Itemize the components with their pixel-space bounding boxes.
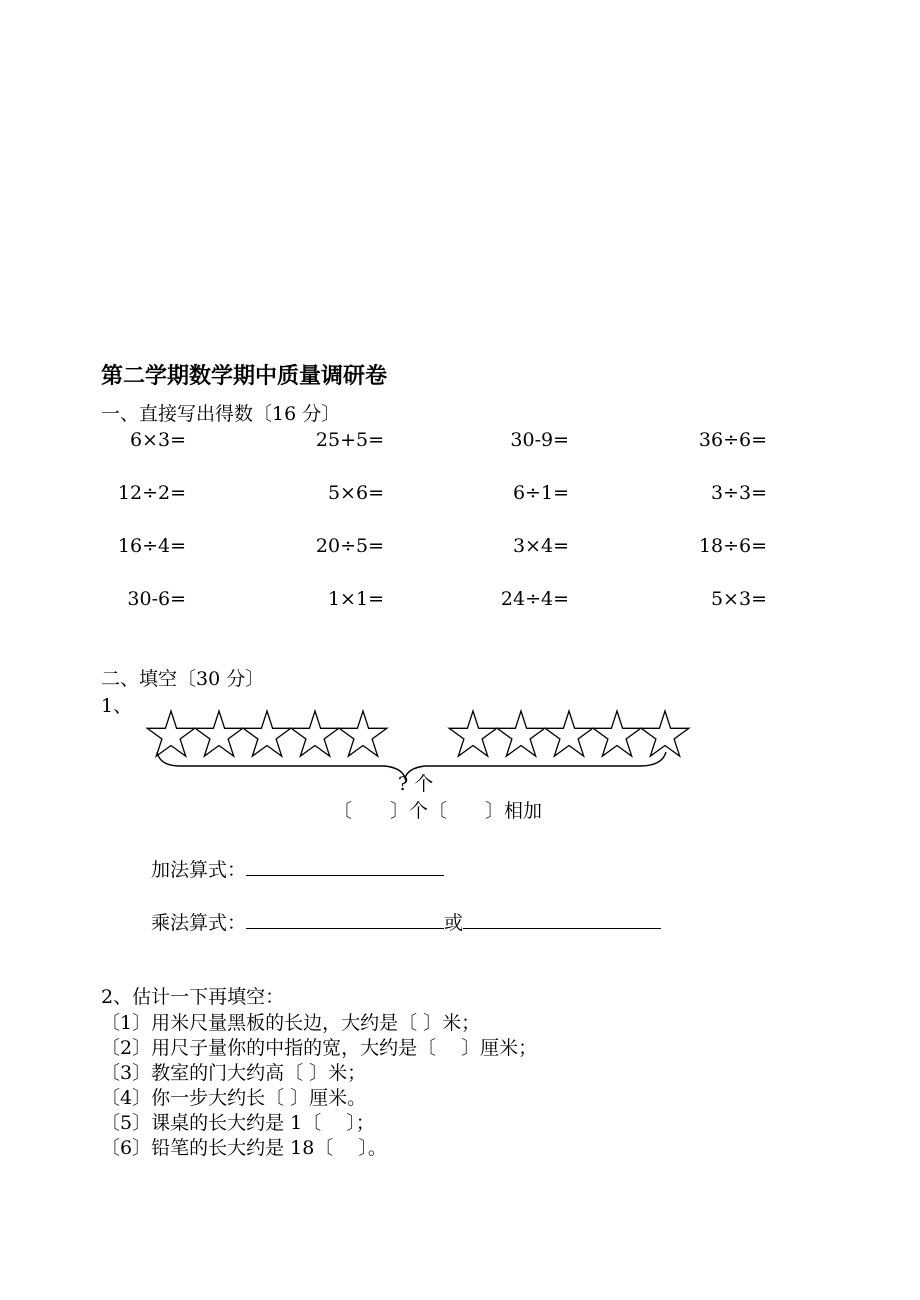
multiplication-answer-blank-2[interactable] bbox=[463, 910, 661, 929]
equation: 3÷3= bbox=[710, 482, 767, 504]
question-1-number: 1、 bbox=[101, 695, 133, 717]
section1-heading: 一、直接写出得数〔16 分〕 bbox=[101, 403, 341, 425]
star-icon bbox=[593, 711, 641, 756]
estimate-item: 〔5〕课桌的长大约是 1〔 〕； bbox=[101, 1112, 375, 1134]
estimate-item: 〔2〕用尺子量你的中指的宽，大约是〔 〕厘米； bbox=[101, 1037, 538, 1059]
question-2-heading: 2、估计一下再填空： bbox=[101, 986, 285, 1008]
star-icon bbox=[339, 711, 387, 756]
or-label: 或 bbox=[444, 912, 464, 934]
equation: 3×4= bbox=[512, 535, 569, 557]
star-icon bbox=[243, 711, 291, 756]
groups-phrase: 〔 〕个〔 〕相加 bbox=[333, 800, 543, 822]
equation: 30-9= bbox=[510, 429, 569, 451]
estimate-item: 〔6〕铅笔的长大约是 18〔 〕。 bbox=[101, 1137, 387, 1159]
equation: 5×6= bbox=[327, 482, 384, 504]
equation: 12÷2= bbox=[117, 482, 186, 504]
star-icon bbox=[147, 711, 195, 756]
equation: 6÷1= bbox=[512, 482, 569, 504]
page-title: 第二学期数学期中质量调研卷 bbox=[101, 364, 388, 389]
estimate-item: 〔4〕你一步大约长〔 〕厘米。 bbox=[101, 1087, 367, 1109]
star-icon bbox=[195, 711, 243, 756]
multiplication-label: 乘法算式： bbox=[151, 912, 247, 934]
estimate-item: 〔3〕教室的门大约高〔 〕米； bbox=[101, 1062, 367, 1084]
star-icon bbox=[497, 711, 545, 756]
multiplication-row bbox=[151, 910, 661, 933]
star-icon bbox=[449, 711, 497, 756]
equation: 30-6= bbox=[127, 588, 186, 610]
equation: 16÷4= bbox=[117, 535, 186, 557]
addition-label: 加法算式： bbox=[151, 859, 247, 881]
equation: 1×1= bbox=[327, 588, 384, 610]
equation: 5×3= bbox=[710, 588, 767, 610]
addition-answer-blank[interactable] bbox=[246, 857, 444, 876]
equation: 6×3= bbox=[129, 429, 186, 451]
equation: 20÷5= bbox=[315, 535, 384, 557]
star-icon bbox=[291, 711, 339, 756]
equation: 18÷6= bbox=[698, 535, 767, 557]
equation: 24÷4= bbox=[500, 588, 569, 610]
addition-row bbox=[151, 857, 444, 880]
estimate-item: 〔1〕用米尺量黑板的长边，大约是〔 〕米； bbox=[101, 1012, 481, 1034]
multiplication-answer-blank-1[interactable] bbox=[246, 910, 444, 929]
total-label: ? 个 bbox=[398, 773, 434, 795]
star-icon bbox=[545, 711, 593, 756]
star-icon bbox=[641, 711, 689, 756]
section2-heading: 二、填空〔30 分〕 bbox=[101, 668, 265, 690]
equation: 25+5= bbox=[315, 429, 384, 451]
equation: 36÷6= bbox=[698, 429, 767, 451]
